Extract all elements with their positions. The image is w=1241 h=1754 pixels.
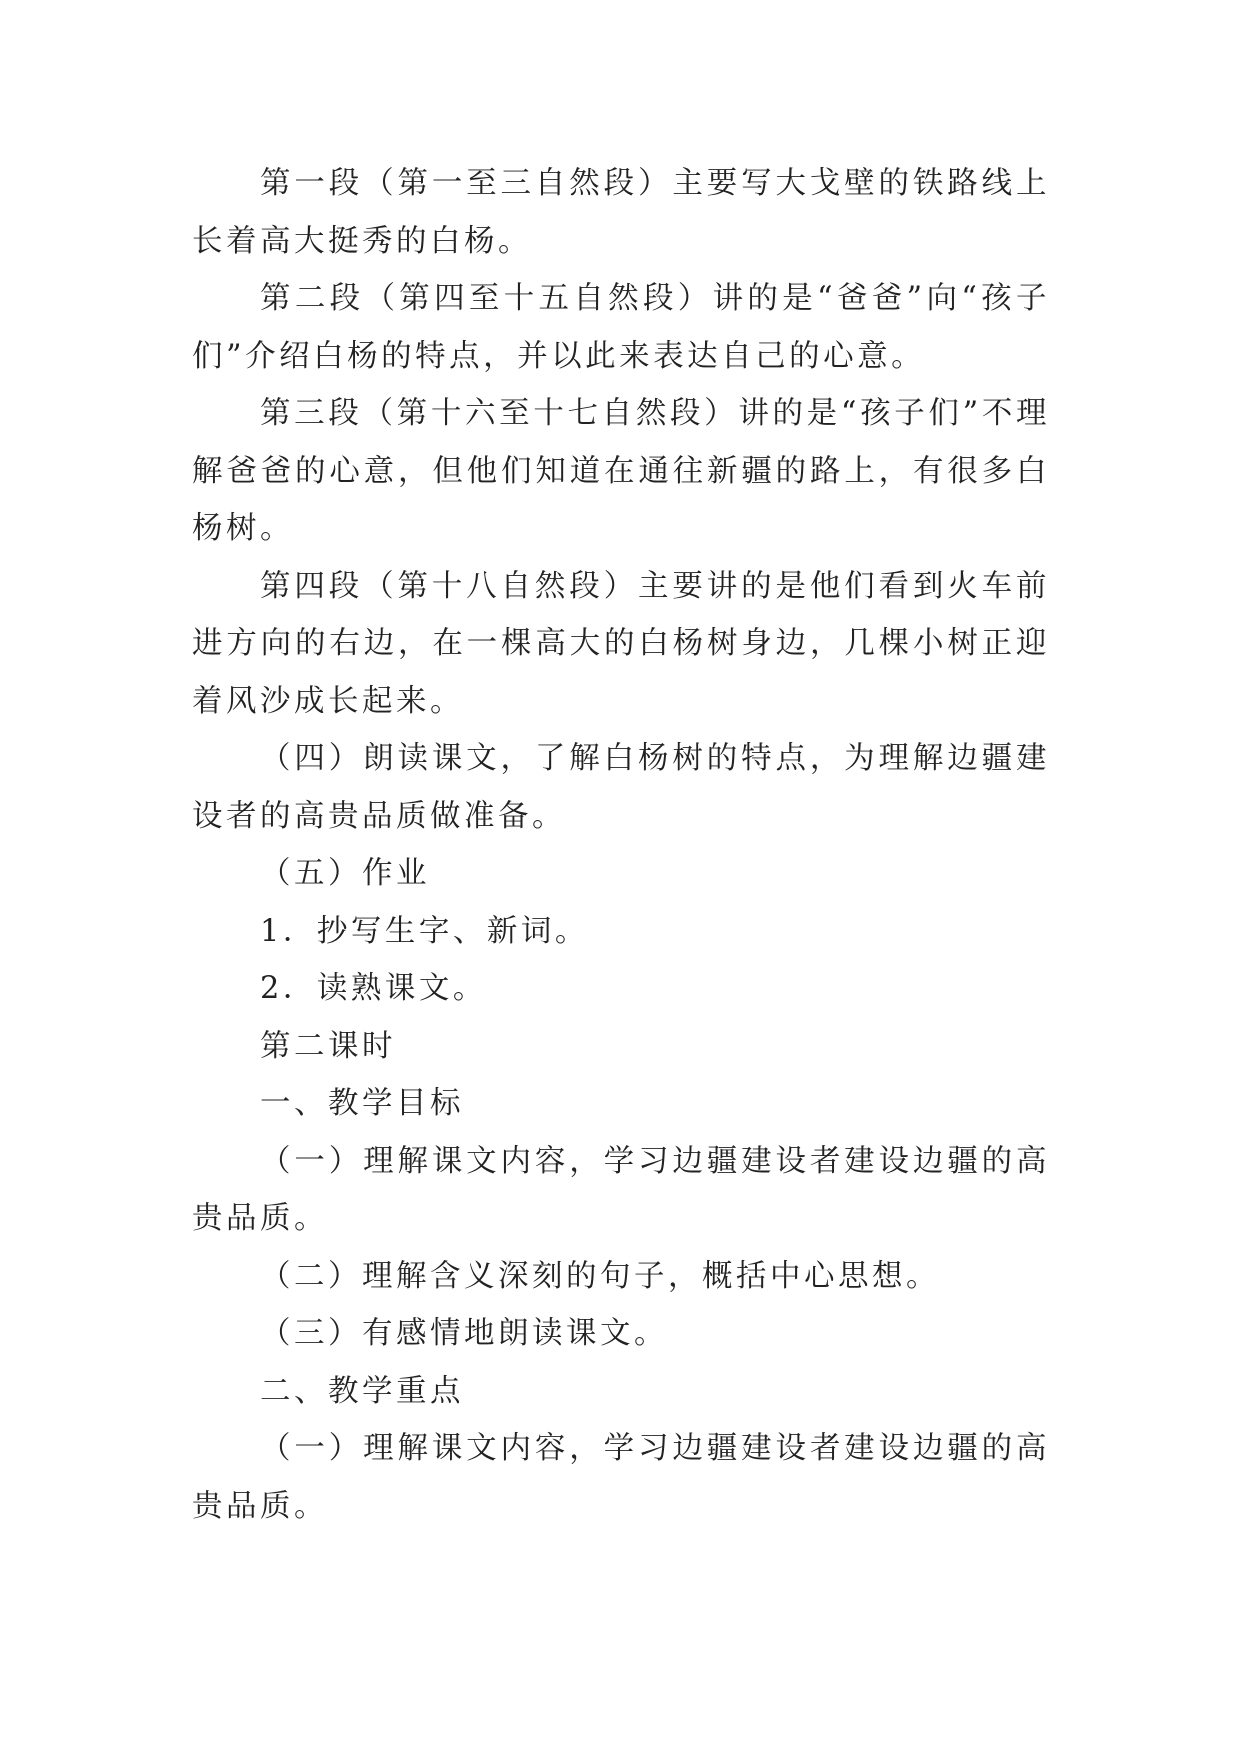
homework-item-2: 2．读熟课文。 [260,971,487,1006]
paragraph-section-four: 第四段（第十八自然段）主要讲的是他们看到火车前进方向的右边，在一棵高大的白杨树身边，几棵小树正迎着风沙成长起来。 [192,568,1050,719]
paragraph-section-three: 第三段（第十六至十七自然段）讲的是“孩子们”不理解爸爸的心意，但他们知道在通往新疆的路上，有很多白杨树。 [192,396,1050,546]
goal-item-1: （一）理解课文内容，学习边疆建设者建设边疆的高贵品质。 [192,1143,1050,1236]
document-body [192,155,1050,1535]
focus-item-1: （一）理解课文内容，学习边疆建设者建设边疆的高贵品质。 [192,1431,1050,1524]
heading-homework: （五）作业 [260,856,430,891]
heading-second-lesson: 第二课时 [260,1028,396,1064]
paragraph-section-one: 第一段（第一至三自然段）主要写大戈壁的铁路线上长着高大挺秀的白杨。 [192,166,1050,259]
goal-item-3: （三）有感情地朗读课文。 [260,1316,668,1351]
homework-item-1: 1．抄写生字、新词。 [260,913,589,949]
heading-teaching-goals: 一、教学目标 [260,1086,464,1121]
paragraph-reading-task: （四）朗读课文，了解白杨树的特点，为理解边疆建设者的高贵品质做准备。 [192,741,1050,834]
heading-teaching-focus: 二、教学重点 [260,1373,464,1409]
paragraph-section-two: 第二段（第四至十五自然段）讲的是“爸爸”向“孩子们”介绍白杨的特点，并以此来表达自己的心意。 [192,281,1050,374]
goal-item-2: （二）理解含义深刻的句子，概括中心思想。 [260,1258,940,1294]
